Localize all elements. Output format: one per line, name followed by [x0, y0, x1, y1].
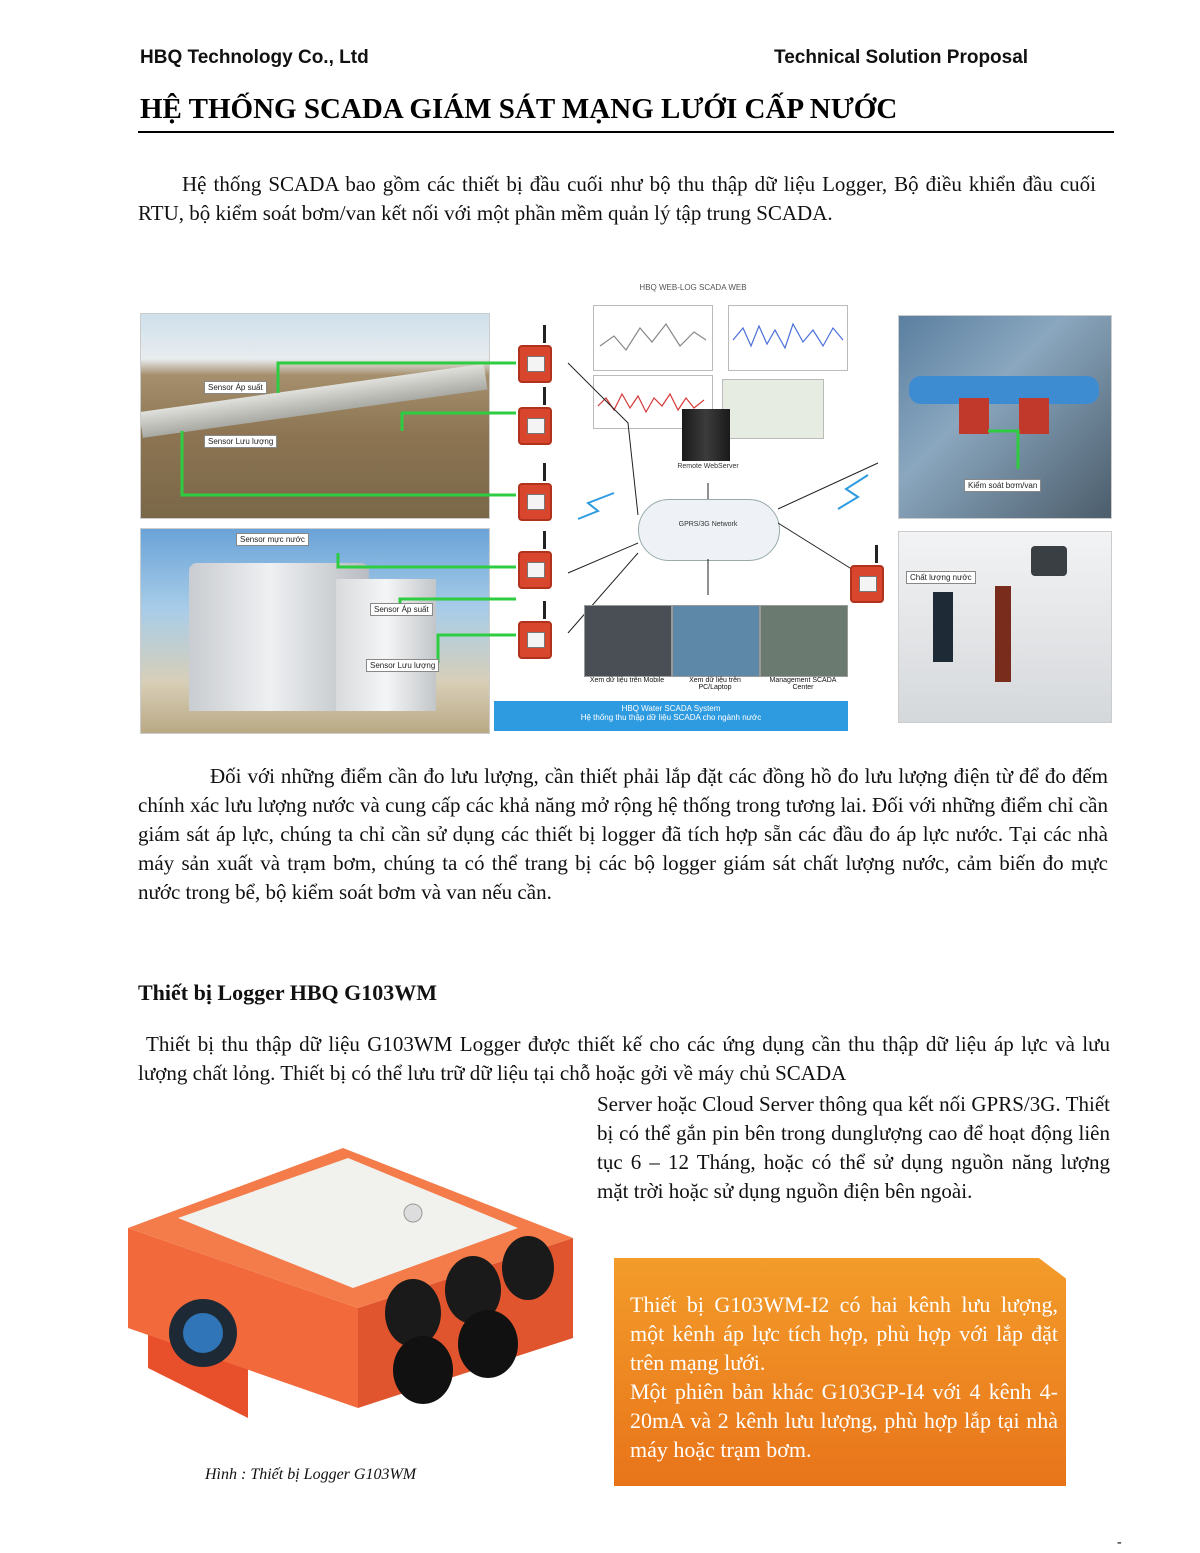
mobile-photo — [584, 605, 672, 677]
logger-device — [518, 621, 552, 659]
logger-detail-paragraph: Server hoặc Cloud Server thông qua kết nối GPRS/3G. Thiết bị có thể gắn pin bên trong dunglượng cao để hoạt động liên tục 6 – 12 Tháng, hoặc có thể sử dụng nguồn năng lượng mặt trời hoặc sử dụng nguồn điện bên ngoài. — [597, 1092, 1110, 1203]
antenna-icon — [875, 545, 878, 563]
system-banner — [494, 701, 848, 731]
logger-device — [850, 565, 884, 603]
page-title: HỆ THỐNG SCADA GIÁM SÁT MẠNG LƯỚI CẤP NƯỚC — [140, 93, 898, 125]
label-pump-control: Kiểm soát bơm/van — [964, 479, 1041, 492]
web-title: HBQ WEB-LOG SCADA WEB — [639, 283, 747, 292]
section-heading: Thiết bị Logger HBQ G103WM — [138, 980, 438, 1005]
logger-g103wm-image — [118, 1108, 586, 1458]
logger-device — [518, 551, 552, 589]
label-sensor-pressure-1: Sensor Áp suất — [204, 381, 267, 394]
antenna-icon — [543, 601, 546, 619]
header-company: HBQ Technology Co., Ltd — [140, 47, 369, 68]
callout-text — [630, 1290, 1058, 1464]
scada-diagram — [138, 283, 1114, 733]
intro-paragraph: Hệ thống SCADA bao gồm các thiết bị đầu cuối như bộ thu thập dữ liệu Logger, Bộ điều khiển đầu cuối RTU, bộ kiểm soát bơm/van kết nối với một phần mềm quản lý tập trung SCADA. — [138, 172, 1096, 225]
banner-line-1: HBQ Water SCADA System — [621, 704, 721, 713]
label-sensor-flow-2: Sensor Lưu lượng — [366, 659, 439, 672]
server-label: Remote WebServer — [677, 463, 739, 470]
callout-line-2: Một phiên bản khác G103GP-I4 với 4 kênh 4-20mA và 2 kênh lưu lượng, phù hợp lắp tại nhà máy hoặc trạm bơm. — [630, 1379, 1058, 1462]
figure-caption: Hình : Thiết bị Logger G103WM — [205, 1466, 417, 1483]
label-mobile: Xem dữ liệu trên Mobile — [589, 677, 665, 684]
page-mark: - — [1117, 1535, 1122, 1550]
label-water-quality: Chất lượng nước — [906, 571, 976, 584]
logger-device — [518, 483, 552, 521]
antenna-icon — [543, 531, 546, 549]
label-pc: Xem dữ liệu trên PC/Laptop — [689, 677, 741, 691]
label-sensor-pressure-2: Sensor Áp suất — [370, 603, 433, 616]
cloud-label: GPRS/3G Network — [678, 521, 738, 528]
antenna-icon — [543, 463, 546, 481]
pc-photo — [672, 605, 760, 677]
antenna-icon — [543, 387, 546, 405]
center-photo — [760, 605, 848, 677]
label-sensor-level: Sensor mực nước — [236, 533, 309, 546]
title-underline — [138, 131, 1114, 133]
measurement-paragraph: Đối với những điểm cần đo lưu lượng, cần thiết phải lắp đặt các đồng hồ đo lưu lượng điện từ để đo đếm chính xác lưu lượng nước và cung cấp các khả năng mở rộng hệ thống trong tương lai. Đối với những điểm chỉ cần giám sát áp lực, chúng ta chỉ cần sử dụng các thiết bị logger đã tích hợp sẵn các đầu đo áp lực nước. Tại các nhà máy sản xuất và trạm bơm, chúng ta có thể trang bị các bộ logger giám sát chất lượng nước, cảm biến đo mực nước trong bể, bộ kiểm soát bơm và van nếu cần. — [138, 764, 1108, 904]
header-doc-type: Technical Solution Proposal — [774, 47, 1029, 68]
logger-intro-paragraph: Thiết bị thu thập dữ liệu G103WM Logger được thiết kế cho các ứng dụng cần thu thập dữ liệu áp lực và lưu lượng chất lỏng. Thiết bị có thể lưu trữ dữ liệu tại chỗ hoặc gởi về máy chủ SCADA — [138, 1032, 1110, 1085]
banner-line-2: Hệ thống thu thập dữ liệu SCADA cho ngành nước — [580, 713, 762, 722]
logger-device — [518, 345, 552, 383]
label-sensor-flow-1: Sensor Lưu lượng — [204, 435, 277, 448]
callout-line-1: Thiết bị G103WM-I2 có hai kênh lưu lượng, một kênh áp lực tích hợp, phù hợp với lắp đặt trên mạng lưới. — [630, 1292, 1058, 1375]
label-center: Management SCADA Center — [769, 677, 837, 691]
antenna-icon — [543, 325, 546, 343]
logger-device — [518, 407, 552, 445]
